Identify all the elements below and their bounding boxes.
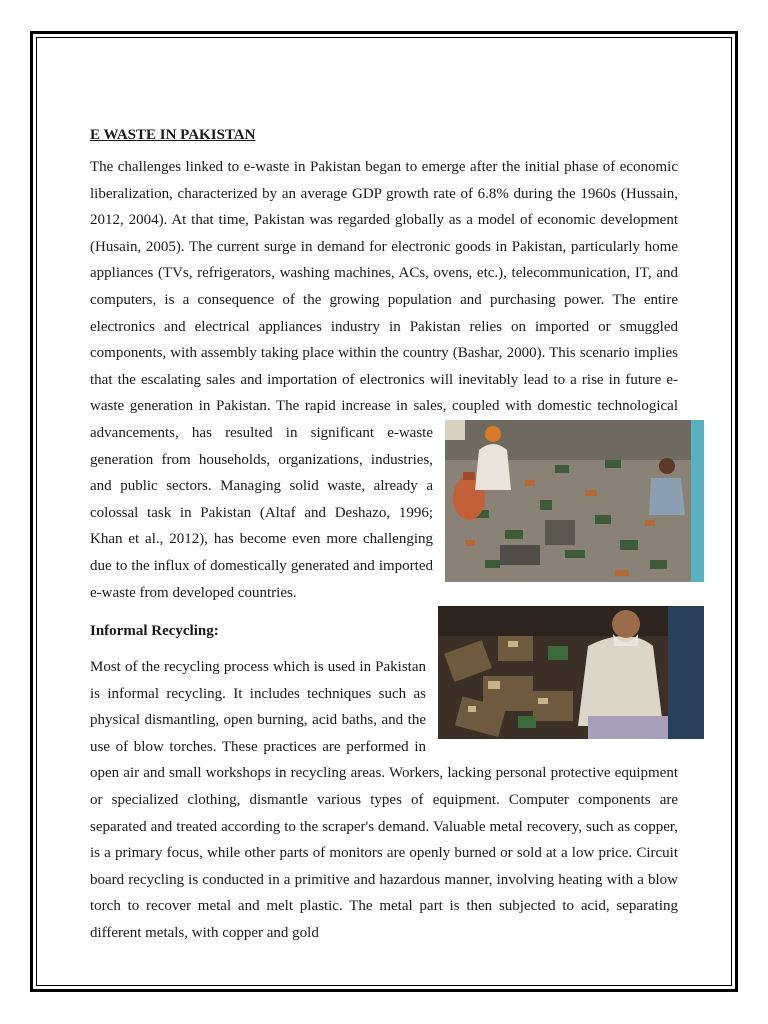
intro-paragraph: The challenges linked to e-waste in Pakistan began to emerge after the initial phase of economic liberalization, characterized by an average GDP growth rate of 6.8% during the 1960s (Hussain, 2012, 2004). At that time, Pakistan was regarded globally as a model of economic development (Husain, 2005). The current surge in demand for electronic goods in Pakistan, particularly home appliances (TVs, refrigerators, washing machines, ACs, ovens, etc.), telecommunication, IT, and computers, is a consequence of the growing population and purchasing power. The entire electronics and electrical appliances industry in Pakistan relies on imported or smuggled components, with assembly taking place within the country (Bashar, 2000). This scenario implies that the escalating sales and importation of electronics will inevitably lead to a rise in future e-waste generation in Pakistan. The rapid increase in sales, coupled with domestic technological advancements, has resulted in significant e-waste generation from households, organizations, industries, and public sectors. Managing solid waste, already a colossal task in Pakistan (Altaf and Deshazo, 1996; Khan et al., 2012), has become even more challenging due to the influx of domestically generated and imported e-waste from developed countries. (90, 159, 678, 601)
informal-recycling-paragraph: Most of the recycling process which is used in Pakistan is informal recycling. It includes techniques such as physical dismantling, open burning, acid baths, and the use of blow torches. These practices are performed in open air and small workshops in recycling areas. Workers, lacking personal protective equipment or specialized clothing, dismantle various types of equipment. Computer components are separated and treated according to the scraper's demand. Valuable metal recovery, such as copper, is a primary focus, while other parts of monitors are openly burned or sold at a low price. Circuit board recycling is conducted in a primitive and hazardous manner, involving heating with a blow torch to recover metal and melt plastic. The metal part is then subjected to acid, separating different metals, with copper and gold (90, 659, 678, 942)
document-title: E WASTE IN PAKISTAN (90, 127, 256, 143)
intro-section (90, 154, 678, 606)
document-body (90, 118, 678, 947)
section-heading-informal-recycling: Informal Recycling: (90, 623, 219, 640)
photo-circuit-board-dismantling (438, 606, 704, 739)
photo-ewaste-sorting (445, 420, 704, 582)
